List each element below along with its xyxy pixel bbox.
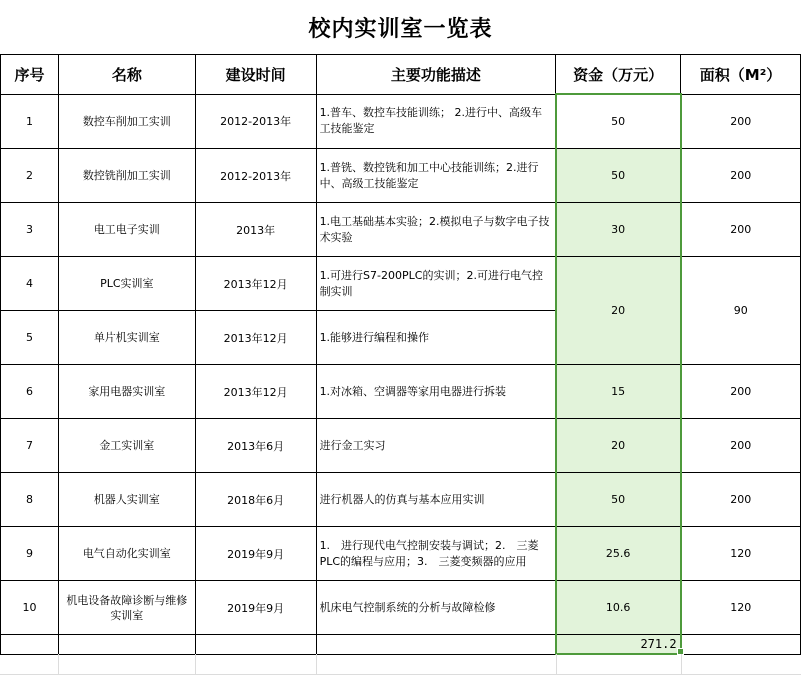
empty-cell[interactable]	[681, 635, 801, 655]
cell-description[interactable]: 1.对冰箱、空调器等家用电器进行拆装	[316, 365, 556, 419]
header-build-time[interactable]: 建设时间	[195, 55, 316, 95]
cell-fund[interactable]: 20	[556, 419, 681, 473]
cell-index[interactable]: 4	[1, 257, 59, 311]
cell-fund[interactable]: 25.6	[556, 527, 681, 581]
table-row	[1, 203, 801, 257]
cell-build-time[interactable]: 2012-2013年	[195, 149, 316, 203]
cell-fund[interactable]: 30	[556, 203, 681, 257]
cell-build-time[interactable]: 2019年9月	[195, 581, 316, 635]
header-index[interactable]: 序号	[1, 55, 59, 95]
cell-fund[interactable]: 50	[556, 149, 681, 203]
cell-area[interactable]: 120	[681, 527, 801, 581]
table-row	[1, 527, 801, 581]
table-row	[1, 257, 801, 311]
header-name[interactable]: 名称	[58, 55, 195, 95]
cell-area[interactable]: 200	[681, 473, 801, 527]
cell-index[interactable]: 1	[1, 94, 59, 149]
cell-build-time[interactable]: 2012-2013年	[195, 94, 316, 149]
header-fund[interactable]: 资金（万元）	[556, 55, 681, 95]
cell-name[interactable]: 金工实训室	[58, 419, 195, 473]
cell-fund-total[interactable]: 271.2	[556, 635, 681, 655]
cell-name[interactable]: 家用电器实训室	[58, 365, 195, 419]
table-row	[1, 365, 801, 419]
cell-area-merged[interactable]: 90	[681, 257, 801, 365]
cell-build-time[interactable]: 2013年12月	[195, 365, 316, 419]
training-room-table	[0, 54, 801, 655]
cell-description[interactable]: 机床电气控制系统的分析与故障检修	[316, 581, 556, 635]
cell-index[interactable]: 7	[1, 419, 59, 473]
cell-description[interactable]: 进行金工实习	[316, 419, 556, 473]
table-row	[1, 149, 801, 203]
cell-fund-merged[interactable]: 20	[556, 257, 681, 365]
cell-area[interactable]: 120	[681, 581, 801, 635]
cell-area[interactable]: 200	[681, 203, 801, 257]
cell-build-time[interactable]: 2013年6月	[195, 419, 316, 473]
cell-description[interactable]: 1.能够进行编程和操作	[316, 311, 556, 365]
cell-description[interactable]: 进行机器人的仿真与基本应用实训	[316, 473, 556, 527]
cell-fund[interactable]: 10.6	[556, 581, 681, 635]
table-row	[1, 94, 801, 149]
header-description[interactable]: 主要功能描述	[316, 55, 556, 95]
sheet-gridline	[195, 654, 196, 674]
cell-index[interactable]: 2	[1, 149, 59, 203]
cell-description[interactable]: 1.电工基础基本实验；2.模拟电子与数字电子技术实验	[316, 203, 556, 257]
cell-description[interactable]: 1.普车、数控车技能训练； 2.进行中、高级车工技能鉴定	[316, 94, 556, 149]
cell-description[interactable]: 1.可进行S7-200PLC的实训；2.可进行电气控制实训	[316, 257, 556, 311]
table-title[interactable]: 校内实训室一览表	[308, 15, 493, 42]
cell-fund[interactable]: 15	[556, 365, 681, 419]
empty-cell[interactable]	[1, 635, 59, 655]
cell-name[interactable]: 单片机实训室	[58, 311, 195, 365]
cell-name[interactable]: 数控铣削加工实训	[58, 149, 195, 203]
cell-index[interactable]: 10	[1, 581, 59, 635]
cell-area[interactable]: 200	[681, 149, 801, 203]
cell-index[interactable]: 5	[1, 311, 59, 365]
cell-description[interactable]: 1. 进行现代电气控制安装与调试；2. 三菱PLC的编程与应用；3. 三菱变频器的应用	[316, 527, 556, 581]
cell-name[interactable]: PLC实训室	[58, 257, 195, 311]
cell-build-time[interactable]: 2018年6月	[195, 473, 316, 527]
cell-name[interactable]: 电气自动化实训室	[58, 527, 195, 581]
cell-index[interactable]: 3	[1, 203, 59, 257]
cell-area[interactable]: 200	[681, 94, 801, 149]
header-area[interactable]: 面积（M²）	[681, 55, 801, 95]
table-row	[1, 473, 801, 527]
cell-index[interactable]: 6	[1, 365, 59, 419]
cell-area[interactable]: 200	[681, 419, 801, 473]
table-row	[1, 419, 801, 473]
cell-fund[interactable]: 50	[556, 473, 681, 527]
cell-build-time[interactable]: 2013年12月	[195, 311, 316, 365]
cell-build-time[interactable]: 2013年	[195, 203, 316, 257]
cell-description[interactable]: 1.普铣、数控铣和加工中心技能训练；2.进行中、高级工技能鉴定	[316, 149, 556, 203]
cell-name[interactable]: 机电设备故障诊断与维修实训室	[58, 581, 195, 635]
sheet-gridline	[556, 654, 557, 674]
cell-name[interactable]: 数控车削加工实训	[58, 94, 195, 149]
table-row	[1, 581, 801, 635]
cell-fund-active[interactable]: 50	[556, 94, 681, 149]
empty-cell[interactable]	[195, 635, 316, 655]
cell-build-time[interactable]: 2019年9月	[195, 527, 316, 581]
sheet-gridline	[58, 654, 59, 674]
sheet-gridline	[316, 654, 317, 674]
cell-name[interactable]: 机器人实训室	[58, 473, 195, 527]
header-row	[1, 55, 801, 95]
sheet-gridline	[681, 654, 682, 674]
cell-build-time[interactable]: 2013年12月	[195, 257, 316, 311]
cell-index[interactable]: 8	[1, 473, 59, 527]
cell-area[interactable]: 200	[681, 365, 801, 419]
cell-index[interactable]: 9	[1, 527, 59, 581]
empty-cell[interactable]	[58, 635, 195, 655]
empty-cell[interactable]	[316, 635, 556, 655]
cell-name[interactable]: 电工电子实训	[58, 203, 195, 257]
